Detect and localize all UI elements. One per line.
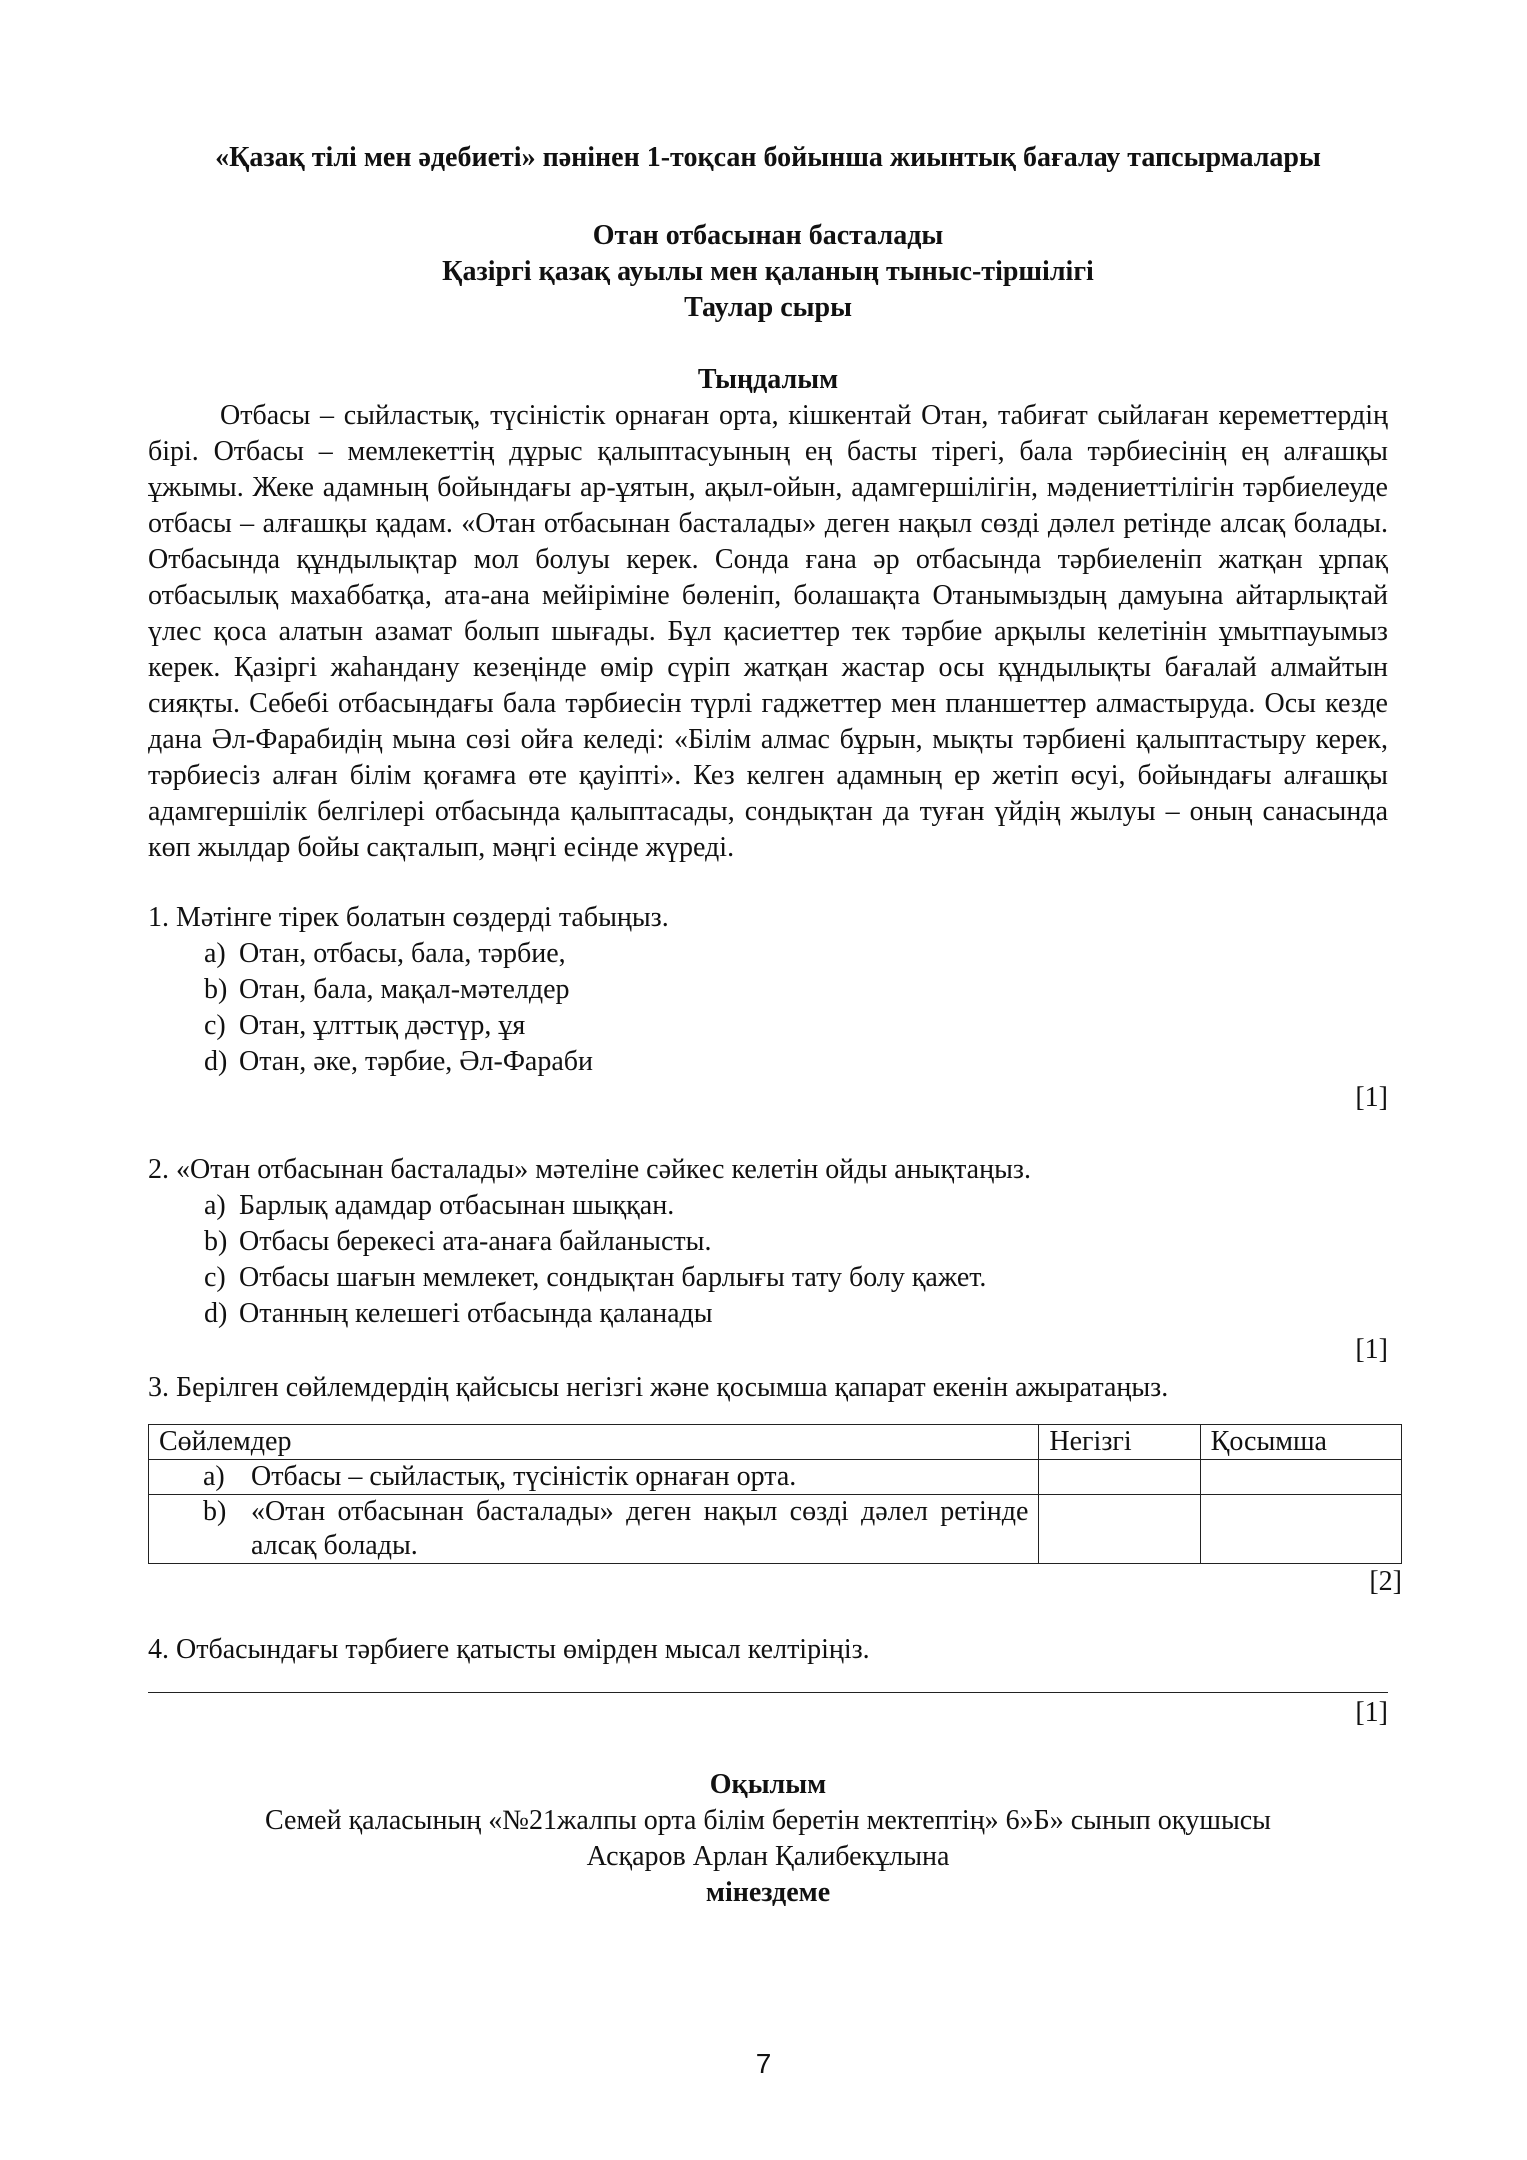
- option-d[interactable]: [204, 1296, 1388, 1332]
- main-answer-cell[interactable]: [1039, 1460, 1200, 1495]
- sentence-cell: [149, 1495, 1039, 1564]
- listening-passage: Отбасы – сыйластық, түсіністік орнаған орта, кішкентай Отан, табиғат сыйлаған кереметтердің бірі. Отбасы – мемлекеттің дұрыс қалыптасуының ең басты тірегі, бала тәрбиесінің ең алғашқы ұжымы. Жеке адамның бойындағы ар-ұятын, ақыл-ойын, адамгершілігін, мәдениеттілігін тәрбиелеуде отбасы – алғашқы қадам. «Отан отбасынан басталады» деген нақыл сөзді дәлел ретінде алсақ болады. Отбасында құндылықтар мол болуы керек. Сонда ғана әр отбасында тәрбиеленіп жатқан ұрпақ отбасылық махаббатқа, ата-ана мейіріміне бөленіп, болашақта Отанымыздың дамуына айтарлықтай үлес қоса алатын азамат болып шығады. Бұл қасиеттер тек тәрбие арқылы келетінін ұмытпауымыз керек. Қазіргі жаһандану кезеңінде өмір сүріп жатқан жастар осы құндылықты бағалай алмайтын сияқты. Себебі отбасындағы бала тәрбиесін түрлі гаджеттер мен планшеттер алмастыруда. Осы кезде дана Әл-Фарабидің мына сөзі ойға келеді: «Білім алмас бұрын, мықты тәрбиені қалыптастыру керек, тәрбиесіз алған білім қоғамға өте қауіпті». Кез келген адамның ер жетіп өсуі, бойындағы алғашқы адамгершілік белгілері отбасында қалыптасады, сондықтан да туған үйдің жылуы – оның санасында көп жылдар бойы сақталып, мәңгі есінде жүреді.: [148, 400, 1388, 863]
- sentence-cell: [149, 1460, 1039, 1495]
- option-text: Отанның келешегі отбасында қаланады: [239, 1298, 713, 1329]
- option-text: Отбасы берекесі ата-анаға байланысты.: [239, 1226, 712, 1257]
- main-answer-cell[interactable]: [1039, 1495, 1200, 1564]
- reading-heading: Оқылым: [709, 1769, 827, 1800]
- additional-answer-cell[interactable]: [1200, 1495, 1401, 1564]
- topic-3: Таулар сыры: [684, 292, 852, 323]
- question-1-score: [1]: [1355, 1082, 1388, 1113]
- row-letter: a): [203, 1461, 225, 1492]
- column-header-additional: Қосымша: [1200, 1425, 1401, 1460]
- question-2-options: [148, 1188, 1388, 1332]
- option-letter: c): [204, 1262, 226, 1293]
- option-text: Отан, бала, мақал-мәтелдер: [239, 974, 570, 1005]
- option-letter: c): [204, 1010, 226, 1041]
- option-letter: a): [204, 1190, 226, 1221]
- option-letter: a): [204, 938, 226, 969]
- question-1-options: [148, 936, 1388, 1080]
- document-page: [148, 140, 1402, 1911]
- option-letter: d): [204, 1046, 228, 1077]
- additional-answer-cell[interactable]: [1200, 1460, 1401, 1495]
- topic-1: Отан отбасынан басталады: [592, 220, 944, 251]
- table-row: [149, 1460, 1402, 1495]
- column-header-sentences: Сөйлемдер: [149, 1425, 1039, 1460]
- column-header-main: Негізгі: [1039, 1425, 1200, 1460]
- option-letter: d): [204, 1298, 228, 1329]
- option-a[interactable]: [204, 1188, 1388, 1224]
- option-b[interactable]: [204, 972, 1388, 1008]
- page-number: 7: [755, 2048, 772, 2079]
- option-text: Отан, ұлттық дәстүр, ұя: [239, 1010, 526, 1041]
- reading-line-1: Семей қаласының «№21жалпы орта білім беретін мектептің» 6»Б» сынып оқушысы: [265, 1805, 1271, 1836]
- reading-line-2: Асқаров Арлан Қалибекұлына: [586, 1841, 950, 1872]
- option-letter: b): [204, 974, 228, 1005]
- document-title: «Қазақ тілі мен әдебиеті» пәнінен 1-тоқсан бойынша жиынтық бағалау тапсырмалары: [215, 142, 1321, 173]
- option-text: Отбасы шағын мемлекет, сондықтан барлығы тату болу қажет.: [239, 1262, 987, 1293]
- question-2: [148, 1152, 1388, 1368]
- option-text: Отан, отбасы, бала, тәрбие,: [239, 938, 566, 969]
- reading-line-3: мінездеме: [705, 1877, 831, 1908]
- topic-2: Қазіргі қазақ ауылы мен қаланың тыныс-тіршілігі: [442, 256, 1094, 287]
- option-a[interactable]: [204, 936, 1388, 972]
- question-2-text: 2. «Отан отбасынан басталады» мәтеліне сәйкес келетін ойды анықтаңыз.: [148, 1154, 1031, 1185]
- question-4: [148, 1632, 1388, 1731]
- table-header-row: [149, 1425, 1402, 1460]
- question-3: [148, 1370, 1402, 1600]
- row-letter: b): [203, 1496, 227, 1527]
- answer-line[interactable]: [148, 1668, 1388, 1693]
- question-3-score: [2]: [1369, 1566, 1402, 1597]
- option-text: Отан, әке, тәрбие, Әл-Фараби: [239, 1046, 594, 1077]
- option-c[interactable]: [204, 1260, 1388, 1296]
- table-row: [149, 1495, 1402, 1564]
- option-letter: b): [204, 1226, 228, 1257]
- question-4-text: 4. Отбасындағы тәрбиеге қатысты өмірден мысал келтіріңіз.: [148, 1634, 870, 1665]
- option-b[interactable]: [204, 1224, 1388, 1260]
- topic-list: [148, 218, 1388, 326]
- option-text: Барлық адамдар отбасынан шыққан.: [239, 1190, 675, 1221]
- question-2-score: [1]: [1355, 1334, 1388, 1365]
- option-c[interactable]: [204, 1008, 1388, 1044]
- listening-heading: Тыңдалым: [697, 364, 839, 395]
- question-1: [148, 900, 1388, 1116]
- row-sentence: «Отан отбасынан басталады» деген нақыл сөзді дәлел ретінде алсақ болады.: [251, 1496, 1029, 1561]
- question-3-text: 3. Берілген сөйлемдердің қайсысы негізгі және қосымша қапарат екенін ажыратаңыз.: [148, 1372, 1169, 1403]
- question-1-text: 1. Мәтінге тірек болатын сөздерді табыңыз.: [148, 902, 669, 933]
- option-d[interactable]: [204, 1044, 1388, 1080]
- classification-table: [148, 1424, 1402, 1564]
- row-sentence: Отбасы – сыйластық, түсіністік орнаған орта.: [251, 1461, 797, 1492]
- question-4-score: [1]: [1355, 1697, 1388, 1728]
